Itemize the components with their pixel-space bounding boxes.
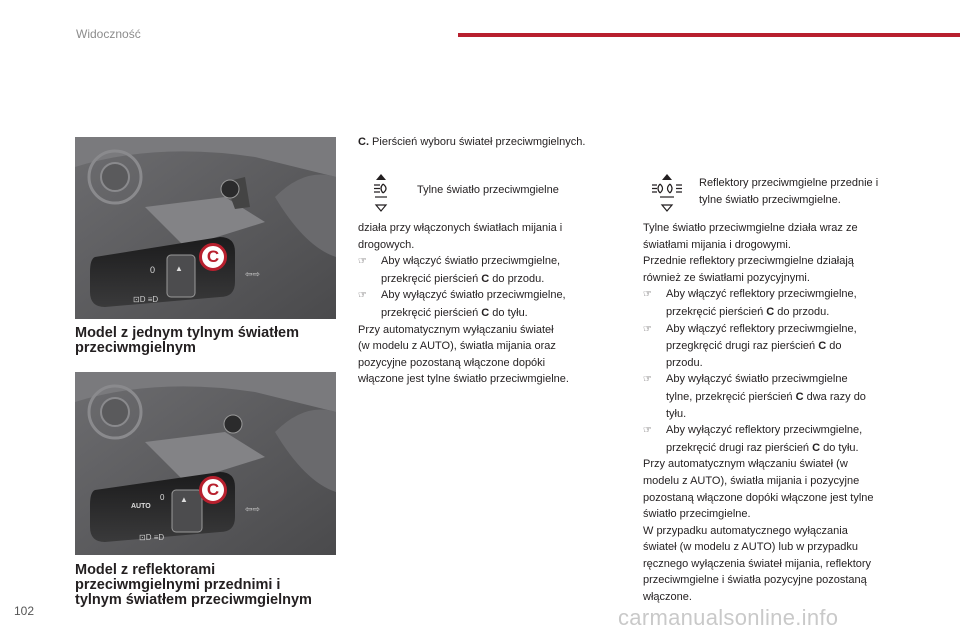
col1-body xyxy=(358,220,616,388)
heading-front-rear-fog xyxy=(75,563,312,608)
section-title: Widoczność xyxy=(76,27,141,41)
col2-line: Przednie reflektory przeciwmgielne działają xyxy=(643,255,854,268)
col2-line: Tylne światło przeciwmgielne działa wraz ze xyxy=(643,222,858,234)
col2-line: włączone. xyxy=(643,591,692,604)
steering-column-illustration xyxy=(75,137,336,319)
col2-bullet-2-cont2: przodu. xyxy=(666,356,703,369)
col1-bullet-1-cont: przekręcić pierścień C do przodu. xyxy=(381,272,545,285)
bullet-icon: ☞ xyxy=(358,256,367,268)
col2-bullet-1-cont: przekręcić pierścień C do przodu. xyxy=(666,305,830,318)
col1-bullet-1: ☞ Aby włączyć światło przeciwmgielne, xyxy=(358,253,616,271)
page-number: 102 xyxy=(14,604,35,618)
intro-text: Pierścień wyboru świateł przeciwmgielnych. xyxy=(369,136,586,148)
col2-line: modelu z AUTO), światła mijania i pozycyjne xyxy=(643,474,860,487)
svg-text:⇦⇨: ⇦⇨ xyxy=(245,269,261,279)
col2-line: świateł (w modelu z AUTO) lub w przypadku xyxy=(643,541,858,554)
ring-c-label-2: C xyxy=(199,476,227,504)
col1-line: włączone jest tylne światło przeciwmgielne. xyxy=(358,373,569,386)
caption-line: tylne światło przeciwmgielne. xyxy=(699,193,841,206)
heading-single-fog-line1: Model z jednym tylnym światłem xyxy=(75,325,299,341)
heading-front-rear-fog-line1: Model z reflektorami xyxy=(75,562,216,578)
col2-line: przeciwmgielne i światła pozycyjne pozostaną xyxy=(643,574,867,587)
col2-line: ręcznego wyłączenia świateł mijania, reflektory xyxy=(643,557,872,570)
svg-text:▲: ▲ xyxy=(175,264,183,273)
svg-text:0: 0 xyxy=(150,265,156,275)
steering-column-illustration-2 xyxy=(75,372,336,555)
bullet-icon: ☞ xyxy=(643,374,652,386)
front-rear-fog-switch-icon xyxy=(650,173,684,213)
stalk-photo-front-rear-fog xyxy=(75,372,336,555)
col2-bullet-3-cont: tylne, przekręcić pierścień C dwa razy do xyxy=(666,390,866,403)
ring-c-label: C xyxy=(199,243,227,271)
svg-text:⇦⇨: ⇦⇨ xyxy=(245,504,261,514)
col1-bullet-2-cont: przekręcić pierścień C do tyłu. xyxy=(381,306,528,319)
bullet-icon: ☞ xyxy=(643,289,652,301)
col2-bullet-4-cont: przekręcić drugi raz pierścień C do tyłu. xyxy=(666,441,859,454)
heading-single-fog-line2: przeciwmgielnym xyxy=(75,340,196,356)
svg-text:⊡D ≡D: ⊡D ≡D xyxy=(133,295,159,304)
caption-line: Reflektory przeciwmgielne przednie i xyxy=(699,177,879,189)
col2-bullet-3: ☞ Aby wyłączyć światło przeciwmgielne xyxy=(643,371,913,389)
intro-label: C. xyxy=(358,136,369,148)
col1-line: działa przy włączonych światłach mijania i xyxy=(358,222,563,234)
col1-line: drogowych. xyxy=(358,238,415,251)
bullet-icon: ☞ xyxy=(358,290,367,302)
col1-line: pozycyjne pozostaną włączone dopóki xyxy=(358,356,546,369)
front-rear-fog-caption xyxy=(699,175,878,208)
col2-bullet-2-cont: przegkręcić drugi raz pierścień C do xyxy=(666,340,842,353)
col1-line: (w modelu z AUTO), światła mijania oraz xyxy=(358,340,556,353)
rear-fog-switch-icon xyxy=(370,173,392,213)
auto-label: AUTO xyxy=(131,503,151,510)
heading-front-rear-fog-line2: przeciwmgielnymi przednimi i xyxy=(75,577,281,593)
intro-line xyxy=(358,134,585,151)
col2-bullet-2: ☞ Aby włączyć reflektory przeciwmgielne, xyxy=(643,321,913,339)
col2-bullet-3-cont2: tyłu. xyxy=(666,407,687,420)
col2-line: W przypadku automatycznego wyłączania xyxy=(643,524,848,537)
col2-bullet-1: ☞ Aby włączyć reflektory przeciwmgielne, xyxy=(643,286,913,304)
watermark: carmanualsonline.info xyxy=(618,605,839,630)
heading-front-rear-fog-line3: tylnym światłem przeciwmgielnym xyxy=(75,592,312,608)
svg-text:0: 0 xyxy=(160,493,165,502)
bullet-icon: ☞ xyxy=(643,323,652,335)
col2-bullet-4: ☞ Aby wyłączyć reflektory przeciwmgielne, xyxy=(643,422,913,440)
header-accent-bar xyxy=(458,33,960,37)
col2-line: światłami mijania i drogowymi. xyxy=(643,238,791,251)
col2-line: również ze światłami pozycyjnymi. xyxy=(643,271,810,284)
svg-text:⊡D ≡D: ⊡D ≡D xyxy=(139,533,165,542)
svg-text:▲: ▲ xyxy=(180,495,188,504)
stalk-photo-single-fog xyxy=(75,137,336,319)
col1-bullet-2: ☞ Aby wyłączyć światło przeciwmgielne, xyxy=(358,287,616,305)
col1-line: Przy automatycznym wyłączaniu świateł xyxy=(358,323,554,336)
col2-line: Przy automatycznym włączaniu świateł (w xyxy=(643,458,848,471)
rear-fog-caption: Tylne światło przeciwmgielne xyxy=(417,184,559,196)
col2-line: pozostaną włączone dopóki włączone jest tylne xyxy=(643,491,874,504)
bullet-icon: ☞ xyxy=(643,425,652,437)
heading-single-fog xyxy=(75,326,299,356)
col2-body xyxy=(643,220,913,606)
col2-line: światło przecimgielne. xyxy=(643,508,751,521)
